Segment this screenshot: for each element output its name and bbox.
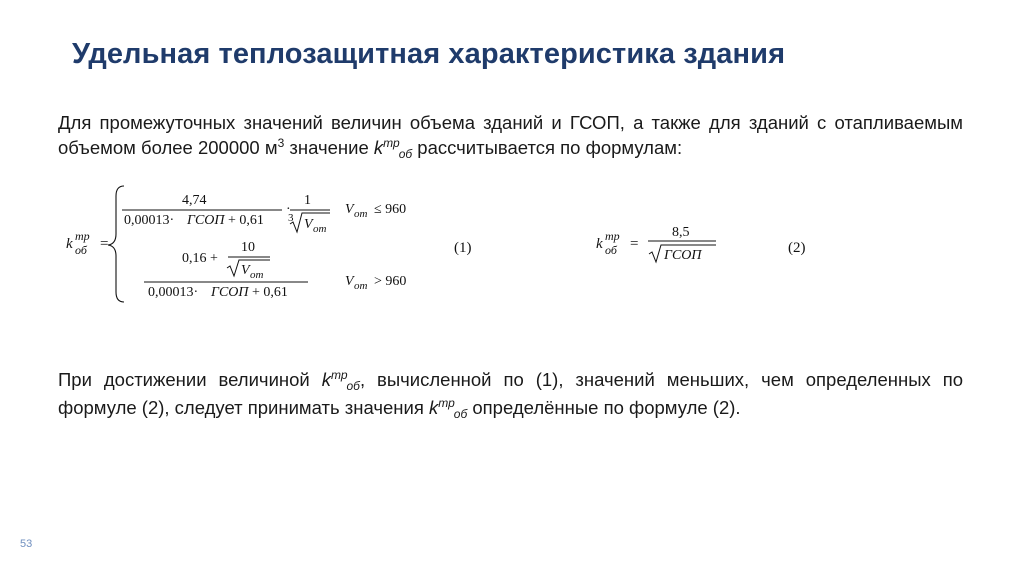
f2-equals: = [630,236,639,252]
f1c1-den-b: + 0,61 [228,213,264,228]
concl-text-1: При достижении величиной [58,369,322,390]
k-variable: k [321,369,331,390]
f1c2-num-a: 0,16 + [182,251,218,266]
f1c2-cond-rel: > 960 [374,274,407,289]
k-superscript: тр [438,396,455,410]
f2-k-sup: тр [605,229,620,243]
f1-equals: = [100,236,109,252]
conclusion-paragraph [58,367,963,423]
intro-text-c: рассчитывается по формулам: [412,137,683,158]
f1-k-sub: об [75,243,87,257]
f1c2-cond-sub: от [354,280,368,292]
f2-k-sub: об [605,243,617,257]
f1c1-cond-v: V [345,202,354,217]
f2-den: ГСОП [664,248,702,263]
concl-text-3: определённые по формуле (2). [467,397,741,418]
f1c1-cond-sub: от [354,208,368,220]
k-subscript: об [453,407,468,421]
k-variable: k [373,137,384,158]
f1c1-root-sub: от [313,223,327,235]
k-subscript: об [346,379,360,393]
f1c2-root-v: V [241,263,250,278]
k-superscript: тр [330,368,348,382]
f1c1-root-v: V [304,217,313,232]
k-variable: k [429,397,439,418]
f1c1-num: 4,74 [182,193,207,208]
f1c2-den-a: 0,00013· [148,285,199,300]
f1-k-sup: тр [75,229,90,243]
f1c1-dot: · [286,202,291,217]
f2-k: k [596,236,603,252]
formula-1 [66,186,472,302]
intro-text-a: Для промежуточных значений величин объема зданий и ГСОП, а также для зданий с отапливаемым объемом более 200000 м [58,112,963,158]
f1c2-frac-num: 10 [241,240,255,255]
slide-title: Удельная теплозащитная характеристика здания [72,38,786,70]
f1c2-cond-v: V [345,274,354,289]
f1-brace [108,186,124,302]
f2-label: (2) [788,240,806,256]
f1c2-den-b: + 0,61 [252,285,288,300]
f1c1-root-index: 3 [288,212,294,224]
f1-k: k [66,236,73,252]
concl-text-2: , вычисленной по (1), значений меньших, чем определенных по формуле (2), следует принимать значения [58,369,964,418]
f2-num: 8,5 [672,225,690,240]
f1c2-den-gsop: ГСОП [211,285,249,300]
k-superscript: тр [383,136,400,150]
intro-text-b: значение [284,137,374,158]
f1c1-num2: 1 [304,193,311,208]
formula-2 [596,225,806,263]
k-subscript: об [398,147,413,161]
f1c1-den-gsop: ГСОП [187,213,225,228]
page-number: 53 [20,538,33,550]
f1c1-cond-rel: ≤ 960 [374,202,407,217]
f1c1-den-a: 0,00013· [124,213,175,228]
f1-label: (1) [454,240,472,256]
cubic-superscript: 3 [277,136,285,150]
f1c2-root-sub: от [250,269,264,281]
